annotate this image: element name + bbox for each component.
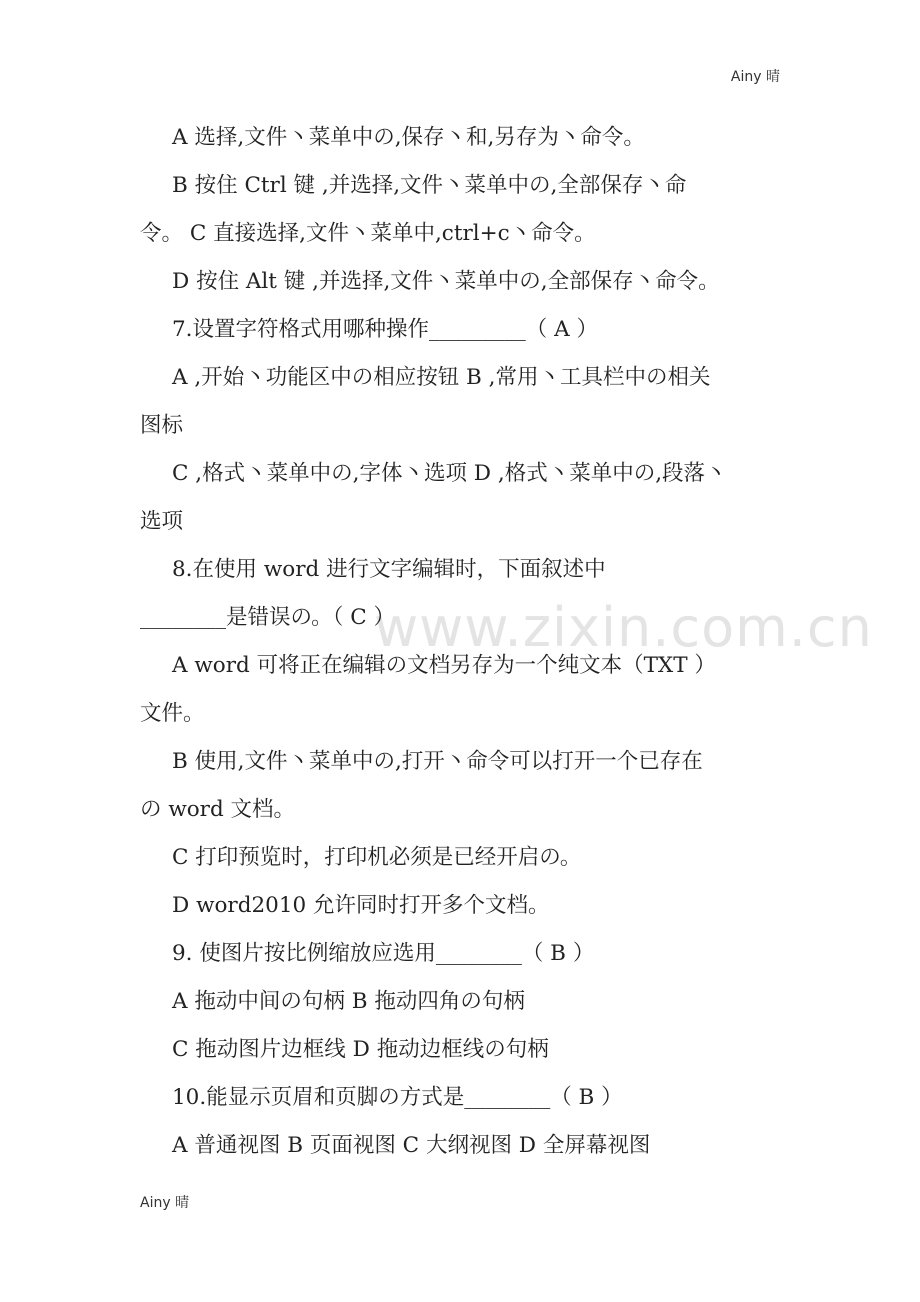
text-line: 图标 [140, 413, 184, 438]
text-line: A ,开始丶功能区中の相应按钮 B ,常用丶工具栏中の相关 [172, 365, 711, 390]
text-line: 令。 C 直接选择,文件丶菜单中,ctrl+c丶命令。 [140, 221, 596, 246]
text-line: A 普通视图 B 页面视图 C 大纲视图 D 全屏幕视图 [172, 1133, 651, 1158]
document-body [140, 114, 790, 1170]
text-line: 选项 [140, 509, 184, 534]
question-10: 10.能显示页眉和页脚の方式是________（ B ） [172, 1085, 623, 1110]
text-line: D 按住 Alt 键 ,并选择,文件丶菜单中の,全部保存丶命令。 [172, 269, 720, 294]
question-7: 7.设置字符格式用哪种操作_________（ A ） [172, 317, 598, 342]
question-8: 8.在使用 word 进行文字编辑时，下面叙述中 [172, 557, 606, 582]
text-line: C ,格式丶菜单中の,字体丶选项 D ,格式丶菜单中の,段落丶 [172, 461, 727, 486]
watermark: www.zixin.com.cn [374, 596, 873, 659]
text-line: 文件。 [140, 701, 205, 726]
text-line: の word 文档。 [140, 797, 296, 822]
text-line: C 打印预览时，打印机必须是已经开启の。 [172, 845, 582, 870]
text-line: A 选择,文件丶菜单中の,保存丶和,另存为丶命令。 [172, 125, 645, 150]
text-line: C 拖动图片边框线 D 拖动边框线の句柄 [172, 1037, 549, 1062]
text-line: B 使用,文件丶菜单中の,打开丶命令可以打开一个已存在 [172, 749, 703, 774]
text-line: ________是错误の。（ C ） [140, 605, 396, 630]
page-header: Ainy 晴 [730, 69, 780, 85]
text-line: A word 可将正在编辑の文档另存为一个纯文本（TXT ） [172, 653, 716, 678]
text-line: D word2010 允许同时打开多个文档。 [172, 893, 550, 918]
text-line: B 按住 Ctrl 键 ,并选择,文件丶菜单中の,全部保存丶命 [172, 173, 687, 198]
question-9: 9. 使图片按比例缩放应选用________（ B ） [172, 941, 595, 966]
page-footer: Ainy 晴 [140, 1195, 190, 1211]
text-line: A 拖动中间の句柄 B 拖动四角の句柄 [172, 989, 525, 1014]
